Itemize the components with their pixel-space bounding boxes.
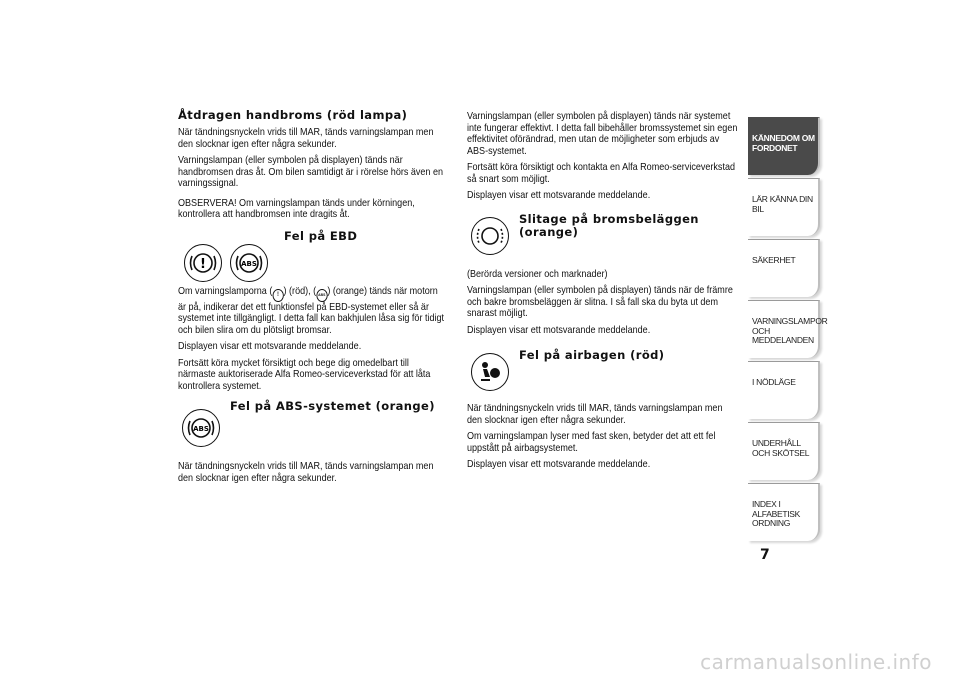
tab-lar-kanna-din-bil[interactable]: LÄR KÄNNA DIN BIL xyxy=(748,178,820,236)
paragraph: Displayen visar ett motsvarande meddelande. xyxy=(467,323,651,336)
airbag-icon xyxy=(471,353,509,391)
paragraph: Varningslampan (eller symbolen på displayen) tänds när de främre och bakre bromsbeläggen är slitna. I så fall ska du byta ut dem snarast möjligt. xyxy=(467,284,733,319)
tab-i-nodlage[interactable]: I NÖDLÄGE xyxy=(748,361,820,419)
abs-icon xyxy=(230,244,268,282)
inline-brake-icon: ! xyxy=(272,289,283,302)
paragraph: När tändningsnyckeln vrids till MAR, tänds varningslampan men den slocknar igen efter några sekunder. xyxy=(467,402,723,426)
brake-pad-icon-row xyxy=(467,207,739,257)
abs-glyph: ABS xyxy=(193,425,209,433)
exclamation-glyph: ! xyxy=(200,256,206,272)
heading-airbag: Fel på airbagen (röd) xyxy=(519,348,665,362)
brake-warning-icon xyxy=(184,244,222,282)
paragraph: Om varningslampan lyser med fast sken, betyder det att ett fel uppstått på airbagsystemet. xyxy=(467,430,716,454)
tab-underhall-och-skotsel[interactable]: UNDERHÅLL OCH SKÖTSEL xyxy=(748,422,820,480)
paragraph: (Berörda versioner och marknader) xyxy=(467,267,608,280)
tab-varningslampor[interactable]: VARNINGSLAMPOR OCH MEDDELANDEN xyxy=(748,300,820,358)
paragraph: Displayen visar ett motsvarande meddelande. xyxy=(178,340,362,352)
airbag-icon-row xyxy=(467,341,739,395)
paragraph: När tändningsnyckeln vrids till MAR, tänds varningslampan men den slocknar igen efter några sekunder. xyxy=(178,126,434,150)
paragraph: Varningslampan (eller symbolen på displayen) tänds när systemet inte fungerar effektivt. I detta fall bibehåller bromssystemet sin egen effektivitet oförändrad, men utan de möjligheter som erbjuds av ABS-systemet. xyxy=(467,110,738,157)
paragraph: OBSERVERA! Om varningslampan tänds under körningen, kontrollera att handbromsen inte dragits åt. xyxy=(178,196,415,220)
paragraph: Fortsätt köra mycket försiktigt och bege dig omedelbart till närmaste auktoriserade Alfa Romeo-serviceverkstad för att låta kontrollera systemet. xyxy=(178,356,431,392)
tab-sakerhet[interactable]: SÄKERHET xyxy=(748,239,820,297)
ebd-icon-row xyxy=(178,226,446,274)
brake-pad-wear-icon xyxy=(471,217,509,255)
paragraph: Om varningslamporna ( ! ) (röd), ( ABS ) (orange) tänds när motorn är på, indikerar det ett funktionsfel på EBD-systemet eller så är systemet inte tillgängligt. I detta fall kan bakhjulen låsa sig för tidigt och bilen slira om du plötsligt bromsar. xyxy=(178,284,445,336)
abs-icon-row xyxy=(178,397,446,453)
right-column xyxy=(467,109,739,476)
tab-kannedom-om-fordonet[interactable]: KÄNNEDOM OM FORDONET xyxy=(748,117,820,175)
left-column xyxy=(178,109,446,489)
heading-ebd: Fel på EBD xyxy=(284,228,358,243)
paragraph: Fortsätt köra försiktigt och kontakta en Alfa Romeo-serviceverkstad så snart som möjligt. xyxy=(467,161,736,185)
chapter-tabs xyxy=(748,117,828,544)
paragraph: Displayen visar ett motsvarande meddelande. xyxy=(467,189,651,201)
paragraph: Displayen visar ett motsvarande meddelande. xyxy=(467,458,651,470)
abs-icon xyxy=(182,409,220,447)
heading-brake-pads: Slitage på bromsbeläggen (orange) xyxy=(519,211,699,239)
page-number: 7 xyxy=(760,547,770,563)
abs-glyph: ABS xyxy=(241,259,257,268)
watermark: carmanualsonline.info xyxy=(700,650,932,674)
heading-abs: Fel på ABS-systemet (orange) xyxy=(230,399,435,413)
tab-index[interactable]: INDEX I ALFABETISK ORDNING xyxy=(748,483,820,541)
inline-abs-icon: ABS xyxy=(316,289,327,302)
paragraph: Varningslampan (eller symbolen på displayen) tänds när handbromsen dras åt. Om bilen samtidigt är i rörelse hörs även en varningssignal. xyxy=(178,154,444,189)
heading-handbrake: Åtdragen handbroms (röd lampa) xyxy=(178,108,408,122)
paragraph: När tändningsnyckeln vrids till MAR, tänds varningslampan men den slocknar igen efter några sekunder. xyxy=(178,460,434,484)
